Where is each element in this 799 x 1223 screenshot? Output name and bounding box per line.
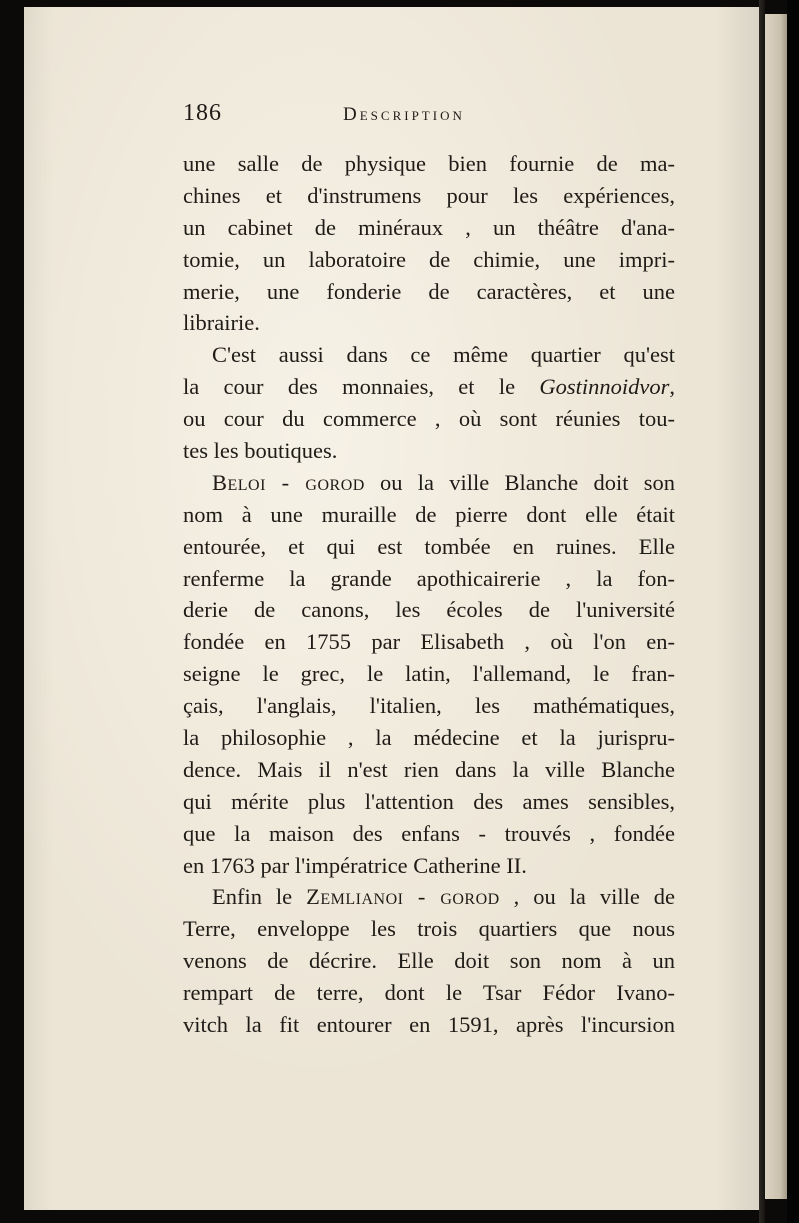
text-line: rempart de terre, dont le Tsar Fédor Ivano- [183,980,675,1006]
small-caps-term: Beloi - gorod [212,469,365,495]
text-line: en 1763 par l'impératrice Catherine II. [183,852,527,878]
paragraph-start-line: Enfin le Zemlianoi - gorod , ou la ville de [212,884,675,910]
text-line: chines et d'instrumens pour les expériences, [183,182,675,208]
text-line: tes les boutiques. [183,438,338,464]
text-line: un cabinet de minéraux , un théâtre d'ana- [183,214,675,240]
scan-edge [787,0,799,1223]
text-line: la cour des monnaies, et le Gostinnoidvor, [183,374,675,400]
text-line: fondée en 1755 par Elisabeth , où l'on en- [183,629,675,655]
text-line: la philosophie , la médecine et la jurispru- [183,725,675,751]
text-line: merie, une fonderie de caractères, et une [183,278,675,304]
facing-page-edge [765,14,787,1199]
text-line: vitch la fit entourer en 1591, après l'incursion [183,1012,675,1038]
page-number: 186 [183,100,222,126]
small-caps-term: Zemlianoi - gorod [306,884,500,910]
text-line: venons de décrire. Elle doit son nom à un [183,948,675,974]
text-line: une salle de physique bien fournie de ma- [183,151,675,176]
paragraph-start-line: Beloi - gorod ou la ville Blanche doit son [212,469,675,495]
paragraph-start-line: C'est aussi dans ce même quartier qu'est [212,342,675,368]
text-line: qui mérite plus l'attention des ames sensibles, [183,788,675,814]
text-line: tomie, un laboratoire de chimie, une impri- [183,246,675,272]
text-line: Terre, enveloppe les trois quartiers que nous [183,916,675,942]
italic-term: Gostinnoidvor [539,374,670,400]
text-line: seigne le grec, le latin, l'allemand, le fran- [183,661,675,687]
text-line: dence. Mais il n'est rien dans la ville Blanche [183,756,675,782]
text-line: nom à une muraille de pierre dont elle était [183,501,675,527]
text-line: librairie. [183,310,260,336]
text-line: çais, l'anglais, l'italien, les mathématiques, [183,693,675,719]
running-title: Description [343,104,465,125]
body-text [183,148,675,1041]
running-header [183,98,678,132]
text-line: ou cour du commerce , où sont réunies tou- [183,406,675,432]
text-line: derie de canons, les écoles de l'université [183,597,675,623]
text-line: entourée, et qui est tombée en ruines. Elle [183,533,675,559]
text-line: que la maison des enfans - trouvés , fondée [183,820,675,846]
text-line: renferme la grande apothicairerie , la fon- [183,565,675,591]
